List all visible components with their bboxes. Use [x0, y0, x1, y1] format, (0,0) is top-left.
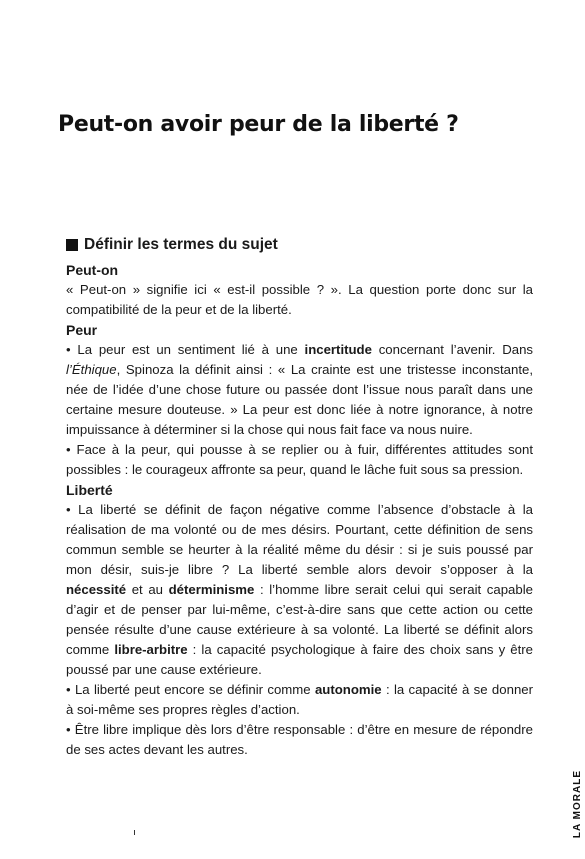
chapter-side-tab: LA MORALE — [572, 770, 583, 839]
definition-paragraph: • La liberté peut encore se définir comme autonomie : la capacité à se donner à soi-même ses propres règles d’action. — [66, 682, 533, 717]
book-title: l’Éthique — [66, 362, 117, 377]
term-liberte: Liberté — [66, 482, 113, 498]
section-heading-text: Définir les termes du sujet — [84, 236, 278, 253]
page-title: Peut-on avoir peur de la liberté ? — [58, 112, 459, 137]
term-peut-on: Peut-on — [66, 262, 119, 278]
definition-paragraph: • La liberté se définit de façon négative comme l’absence d’obstacle à la réalisation de ma volonté ou de mes désirs. Pourtant, cette définition de sens commun semble se heurter à la réalité même du désir : si je suis poussé par mon désir, suis-je libre ? La liberté semble alors devoir s’opposer à la nécessité et au déterminisme : l’homme libre serait celui qui serait capable d’agir et de penser par lui-même, c’est-à-dire sans que cette action ou cette pensée résulte d’une cause extérieure à sa volonté. La liberté se définit alors comme libre-arbitre : la capacité psychologique à faire des choix sans y être poussé par une cause extérieure. — [66, 502, 533, 677]
term-peur: Peur — [66, 322, 98, 338]
square-icon — [66, 239, 78, 251]
keyword-libre-arbitre: libre-arbitre — [114, 642, 188, 657]
print-mark — [134, 830, 135, 835]
definition-paragraph: • La peur est un sentiment lié à une incertitude concernant l’avenir. Dans l’Éthique, Spinoza la définit ainsi : « La crainte est une tristesse inconstante, née de l’idée d’une chose future ou passée dont l’issue nous paraît dans une certaine mesure douteuse. » La peur est donc liée à notre ignorance, à notre impuissance à déterminer si la chose qui nous fait face va nous nuire. — [66, 342, 533, 437]
definition-paragraph: « Peut-on » signifie ici « est-il possible ? ». La question porte donc sur la compatibilité de la peur et de la liberté. — [66, 282, 533, 317]
keyword-necessite: nécessité — [66, 582, 127, 597]
definition-paragraph: • Être libre implique dès lors d’être responsable : d’être en mesure de répondre de ses actes devant les autres. — [66, 722, 533, 757]
keyword-determinisme: déterminisme — [168, 582, 255, 597]
section-heading — [66, 236, 533, 254]
keyword-incertitude: incertitude — [304, 342, 372, 357]
definition-paragraph: • Face à la peur, qui pousse à se replier ou à fuir, différentes attitudes sont possibles : le courageux affronte sa peur, quand le lâche fuit sous sa pression. — [66, 442, 533, 477]
keyword-autonomie: autonomie — [314, 682, 382, 697]
definitions-section — [66, 236, 533, 760]
